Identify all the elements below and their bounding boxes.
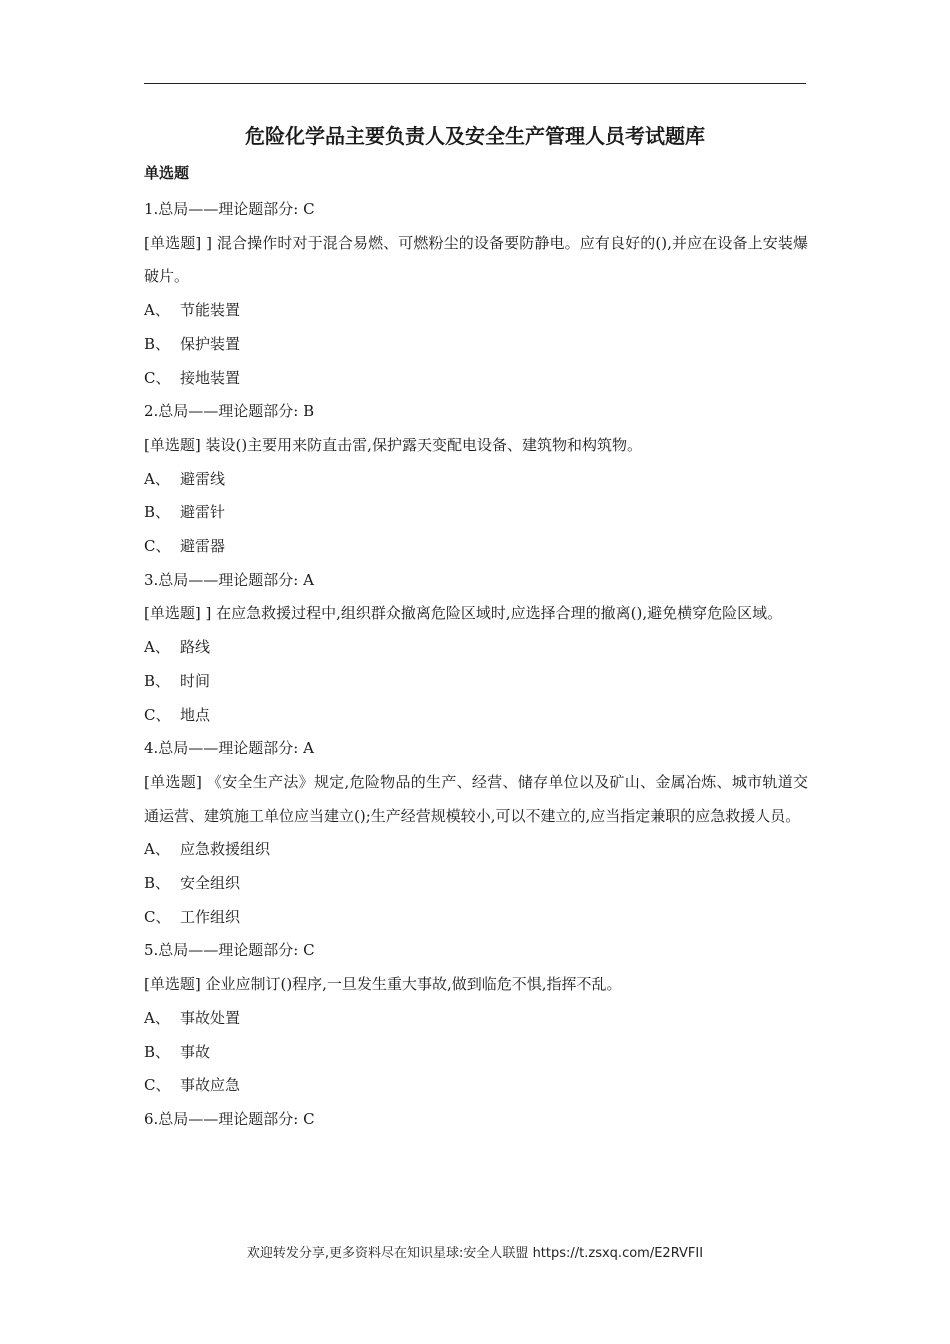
option-letter: B、	[144, 1042, 171, 1061]
option-item	[144, 1036, 808, 1070]
option-letter: B、	[144, 503, 171, 522]
question-stem: [单选题] 装设()主要用来防直击雷,保护露天变配电设备、建筑物和构筑物。	[144, 435, 642, 454]
option-text: 接地装置	[180, 368, 241, 387]
document-title: 危险化学品主要负责人及安全生产管理人员考试题库	[245, 124, 705, 148]
option-item	[144, 901, 808, 935]
option-item	[144, 1069, 808, 1103]
question-list	[144, 193, 808, 1137]
question-stem: [单选题] 《安全生产法》规定,危险物品的生产、经营、储存单位以及矿山、金属冶炼、城市轨道交通运营、建筑施工单位应当建立();生产经营规模较小,可以不建立的,应当指定兼职的应急救援人员。	[144, 772, 808, 825]
option-text: 节能装置	[180, 301, 241, 320]
question-header: 2.总局——理论题部分: B	[144, 402, 315, 421]
option-text: 地点	[180, 705, 211, 724]
option-text: 路线	[180, 638, 211, 657]
option-text: 避雷线	[180, 469, 226, 488]
option-text: 时间	[180, 671, 211, 690]
option-letter: A、	[144, 469, 170, 488]
option-item	[144, 833, 808, 867]
question-header: 3.总局——理论题部分: A	[144, 570, 314, 589]
option-letter: C、	[144, 907, 171, 926]
option-text: 避雷器	[180, 537, 226, 556]
option-text: 应急救援组织	[180, 840, 271, 859]
footer-text: 欢迎转发分享,更多资料尽在知识星球:安全人联盟 https://t.zsxq.com/E2RVFII	[246, 1246, 704, 1261]
header-rule	[144, 83, 806, 84]
option-text: 工作组织	[180, 907, 241, 926]
option-item	[144, 699, 808, 733]
option-text: 避雷针	[180, 503, 226, 522]
option-text: 事故	[180, 1042, 211, 1061]
option-letter: C、	[144, 705, 171, 724]
option-text: 保护装置	[180, 334, 241, 353]
option-item	[144, 665, 808, 699]
option-letter: C、	[144, 1076, 171, 1095]
option-letter: B、	[144, 334, 171, 353]
option-letter: A、	[144, 1008, 170, 1027]
option-item	[144, 530, 808, 564]
option-letter: A、	[144, 840, 170, 859]
option-text: 安全组织	[180, 874, 241, 893]
option-letter: B、	[144, 874, 171, 893]
question-header: 5.总局——理论题部分: C	[144, 941, 315, 960]
option-item	[144, 631, 808, 665]
option-item	[144, 867, 808, 901]
option-item	[144, 294, 808, 328]
option-letter: B、	[144, 671, 171, 690]
option-text: 事故应急	[180, 1076, 241, 1095]
question-header: 4.总局——理论题部分: A	[144, 739, 314, 758]
option-letter: C、	[144, 368, 171, 387]
section-heading: 单选题	[144, 164, 190, 182]
option-item	[144, 1002, 808, 1036]
option-letter: A、	[144, 638, 170, 657]
option-item	[144, 362, 808, 396]
question-header: 6.总局——理论题部分: C	[144, 1109, 315, 1128]
option-item	[144, 463, 808, 497]
option-letter: A、	[144, 301, 170, 320]
option-item	[144, 328, 808, 362]
question-stem: [单选题] 企业应制订()程序,一旦发生重大事故,做到临危不惧,指挥不乱。	[144, 975, 622, 994]
option-letter: C、	[144, 537, 171, 556]
question-stem: [单选题] ] 在应急救援过程中,组织群众撤离危险区域时,应选择合理的撤离(),避免横穿危险区域。	[144, 604, 783, 623]
question-stem: [单选题] ] 混合操作时对于混合易燃、可燃粉尘的设备要防静电。应有良好的(),并应在设备上安装爆破片。	[144, 233, 808, 286]
option-item	[144, 496, 808, 530]
question-header: 1.总局——理论题部分: C	[144, 200, 315, 218]
option-text: 事故处置	[180, 1008, 241, 1027]
